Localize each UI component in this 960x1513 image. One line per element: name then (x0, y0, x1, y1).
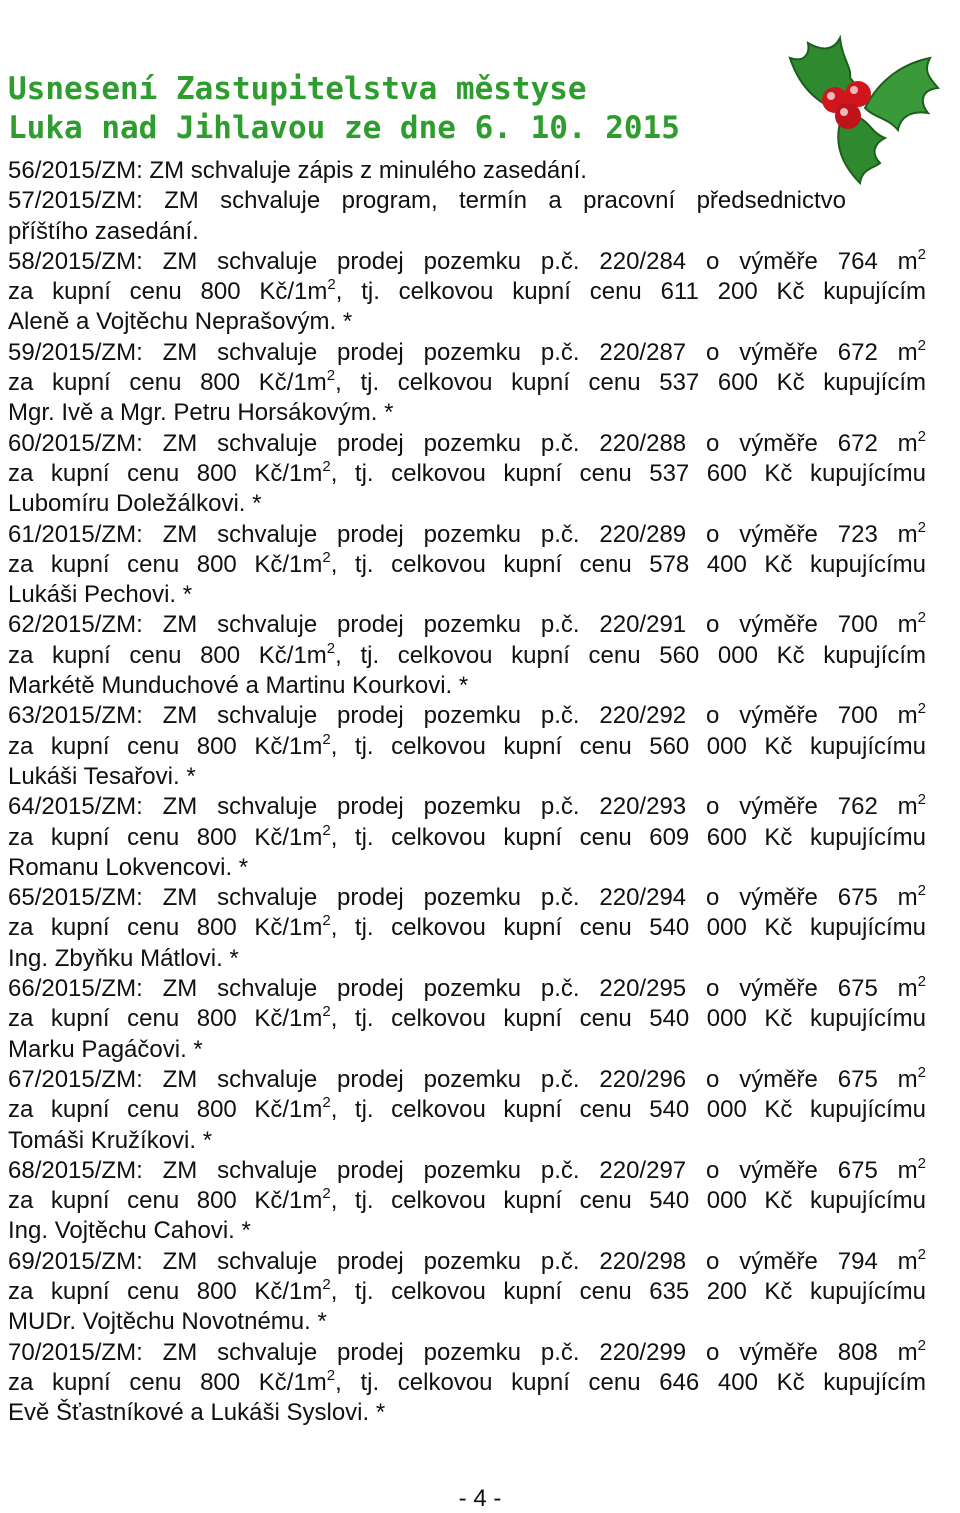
total-price-text: , tj. celkovou kupní cenu 609 600 Kč kupujícímu (330, 823, 926, 851)
superscript: 2 (322, 1185, 331, 1203)
superscript: 2 (327, 276, 336, 294)
buyer-name: MUDr. Vojtěchu Novotnému. * (8, 1308, 327, 1336)
price-text: za kupní cenu 800 Kč/1m (8, 1187, 323, 1215)
superscript: 2 (917, 973, 926, 991)
sale-resolution (8, 1156, 926, 1247)
resolution-text: 61/2015/ZM: ZM schvaluje prodej pozemku p.č. 220/289 o výměře 723 m (8, 520, 918, 548)
superscript: 2 (917, 1245, 926, 1263)
title-line-1: Usnesení Zastupitelstva městyse (8, 71, 587, 107)
buyer-name: Aleně a Vojtěchu Neprašovým. * (8, 308, 353, 336)
sale-resolution (8, 974, 926, 1065)
sale-resolution (8, 520, 926, 611)
resolution-text: 63/2015/ZM: ZM schvaluje prodej pozemku p.č. 220/292 o výměře 700 m (8, 702, 918, 730)
superscript: 2 (917, 882, 926, 900)
price-text: za kupní cenu 800 Kč/1m (8, 550, 323, 578)
title-line-2: Luka nad Jihlavou ze dne 6. 10. 2015 (8, 110, 680, 146)
sale-resolution (8, 792, 926, 883)
total-price-text: , tj. celkovou kupní cenu 540 000 Kč kupujícímu (330, 1187, 926, 1215)
sale-resolution (8, 610, 926, 701)
superscript: 2 (917, 1154, 926, 1172)
price-text: za kupní cenu 800 Kč/1m (8, 641, 327, 669)
buyer-name: Evě Šťastníkové a Lukáši Syslovi. * (8, 1399, 386, 1427)
resolution-text: 68/2015/ZM: ZM schvaluje prodej pozemku p.č. 220/297 o výměře 675 m (8, 1156, 918, 1184)
resolution-text: 67/2015/ZM: ZM schvaluje prodej pozemku p.č. 220/296 o výměře 675 m (8, 1065, 918, 1093)
price-text: za kupní cenu 800 Kč/1m (8, 914, 323, 942)
resolution-text: 62/2015/ZM: ZM schvaluje prodej pozemku p.č. 220/291 o výměře 700 m (8, 611, 918, 639)
resolution-text: 69/2015/ZM: ZM schvaluje prodej pozemku p.č. 220/298 o výměře 794 m (8, 1247, 918, 1275)
sale-resolution (8, 1065, 926, 1156)
superscript: 2 (322, 457, 331, 475)
total-price-text: , tj. celkovou kupní cenu 540 000 Kč kupujícímu (330, 1005, 926, 1033)
buyer-name: Lukáši Tesařovi. * (8, 762, 196, 790)
resolution-text: 58/2015/ZM: ZM schvaluje prodej pozemku p.č. 220/284 o výměře 764 m (8, 247, 918, 275)
total-price-text: , tj. celkovou kupní cenu 646 400 Kč kupujícím (335, 1368, 926, 1396)
total-price-text: , tj. celkovou kupní cenu 540 000 Kč kupujícímu (330, 1096, 926, 1124)
total-price-text: , tj. celkovou kupní cenu 540 000 Kč kupujícímu (330, 914, 926, 942)
superscript: 2 (917, 1336, 926, 1354)
price-text: za kupní cenu 800 Kč/1m (8, 459, 323, 487)
buyer-name: Markétě Munduchové a Martinu Kourkovi. * (8, 672, 469, 700)
price-text: za kupní cenu 800 Kč/1m (8, 1005, 323, 1033)
superscript: 2 (322, 1094, 331, 1112)
price-text: za kupní cenu 800 Kč/1m (8, 1277, 323, 1305)
price-text: za kupní cenu 800 Kč/1m (8, 369, 327, 397)
resolution-text: 59/2015/ZM: ZM schvaluje prodej pozemku p.č. 220/287 o výměře 672 m (8, 338, 918, 366)
price-text: za kupní cenu 800 Kč/1m (8, 278, 328, 306)
superscript: 2 (326, 1366, 336, 1384)
superscript: 2 (322, 1003, 331, 1021)
sale-resolution (8, 1338, 926, 1429)
total-price-text: , tj. celkovou kupní cenu 578 400 Kč kupujícímu (330, 550, 926, 578)
superscript: 2 (322, 821, 331, 839)
total-price-text: , tj. celkovou kupní cenu 560 000 Kč kupujícím (335, 641, 926, 669)
sale-resolution (8, 247, 926, 338)
sale-resolution (8, 701, 926, 792)
resolution-text: 70/2015/ZM: ZM schvaluje prodej pozemku p.č. 220/299 o výměře 808 m (8, 1338, 918, 1366)
superscript: 2 (917, 427, 926, 445)
superscript: 2 (917, 700, 926, 718)
superscript: 2 (326, 639, 336, 657)
superscript: 2 (322, 730, 331, 748)
superscript: 2 (322, 548, 331, 566)
resolution-text: 65/2015/ZM: ZM schvaluje prodej pozemku p.č. 220/294 o výměře 675 m (8, 884, 918, 912)
superscript: 2 (917, 1063, 926, 1081)
price-text: za kupní cenu 800 Kč/1m (8, 732, 323, 760)
price-text: za kupní cenu 800 Kč/1m (8, 1096, 323, 1124)
total-price-text: , tj. celkovou kupní cenu 537 600 Kč kupujícímu (330, 459, 926, 487)
sale-resolution (8, 338, 926, 429)
price-text: za kupní cenu 800 Kč/1m (8, 1368, 327, 1396)
superscript: 2 (322, 1275, 331, 1293)
sales-resolutions (8, 247, 926, 1429)
resolution-text: 66/2015/ZM: ZM schvaluje prodej pozemku p.č. 220/295 o výměře 675 m (8, 975, 918, 1003)
resolutions-list (8, 156, 926, 1428)
sale-resolution (8, 429, 926, 520)
superscript: 2 (917, 518, 926, 536)
sale-resolution (8, 1247, 926, 1338)
resolution-text: 60/2015/ZM: ZM schvaluje prodej pozemku p.č. 220/288 o výměře 672 m (8, 429, 918, 457)
buyer-name: Lukáši Pechovi. * (8, 581, 193, 609)
resolution-56: 56/2015/ZM: ZM schvaluje zápis z minulého zasedání. (8, 157, 587, 184)
resolution-57: 57/2015/ZM: ZM schvaluje program, termín a pracovní předsednictvo příštího zasedání. (8, 187, 846, 245)
price-text: za kupní cenu 800 Kč/1m (8, 823, 323, 851)
buyer-name: Ing. Zbyňku Mátlovi. * (8, 944, 239, 972)
superscript: 2 (326, 367, 336, 385)
resolution-text: 64/2015/ZM: ZM schvaluje prodej pozemku p.č. 220/293 o výměře 762 m (8, 793, 918, 821)
buyer-name: Tomáši Kružíkovi. * (8, 1126, 213, 1154)
sale-resolution (8, 883, 926, 974)
total-price-text: , tj. celkovou kupní cenu 611 200 Kč kupujícím (335, 278, 926, 306)
buyer-name: Marku Pagáčovi. * (8, 1035, 203, 1063)
superscript: 2 (917, 245, 926, 263)
buyer-name: Lubomíru Doležálkovi. * (8, 490, 262, 518)
buyer-name: Romanu Lokvencovi. * (8, 853, 249, 881)
superscript: 2 (917, 336, 926, 354)
total-price-text: , tj. celkovou kupní cenu 635 200 Kč kupujícímu (330, 1277, 926, 1305)
superscript: 2 (917, 791, 926, 809)
total-price-text: , tj. celkovou kupní cenu 537 600 Kč kupujícím (335, 369, 926, 397)
buyer-name: Ing. Vojtěchu Cahovi. * (8, 1217, 251, 1245)
document-title (8, 70, 788, 148)
buyer-name: Mgr. Ivě a Mgr. Petru Horsákovým. * (8, 399, 394, 427)
total-price-text: , tj. celkovou kupní cenu 560 000 Kč kupujícímu (330, 732, 926, 760)
superscript: 2 (917, 609, 926, 627)
page-number: - 4 - (458, 1485, 502, 1512)
superscript: 2 (322, 912, 331, 930)
